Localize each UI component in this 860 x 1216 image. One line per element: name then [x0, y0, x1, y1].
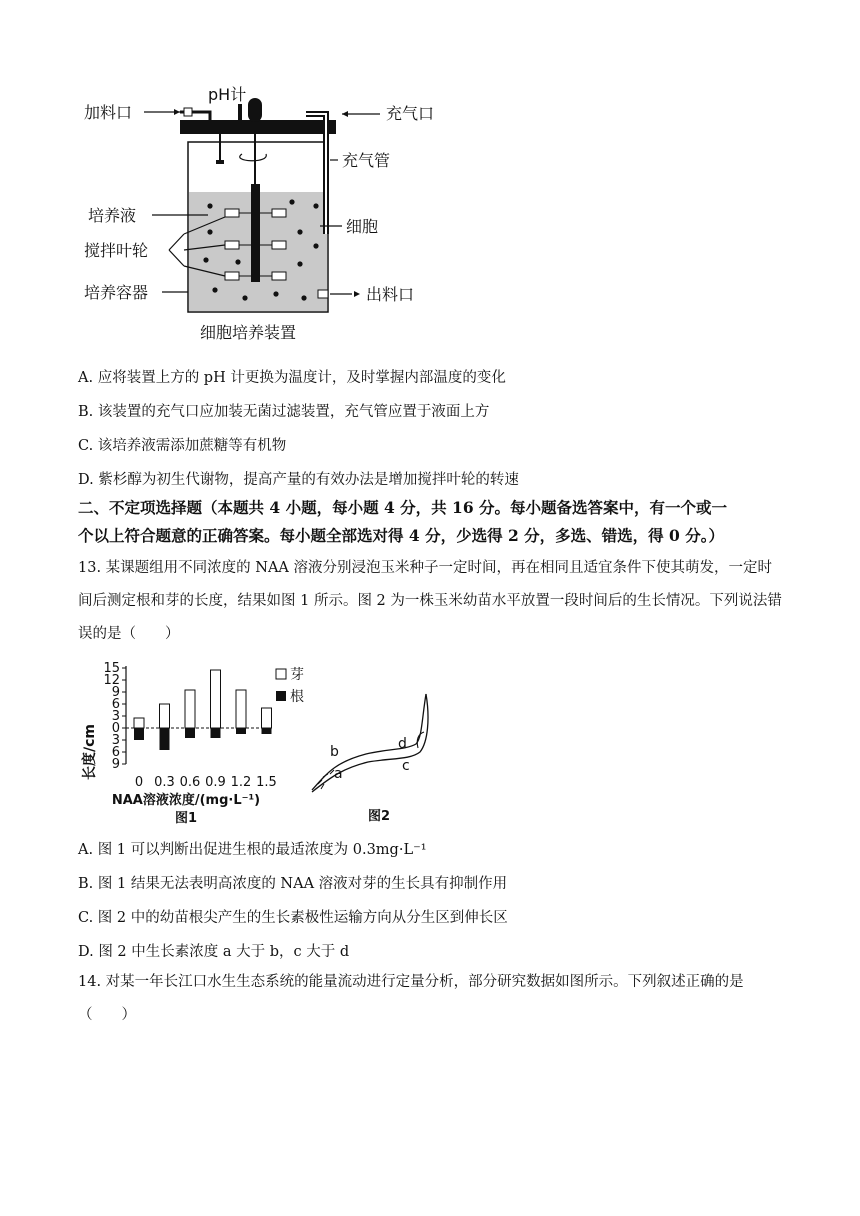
- x-tick-label: 0.6: [179, 775, 201, 790]
- seedling-outline-top: [312, 694, 426, 790]
- x-tick-label: 1.2: [230, 775, 252, 790]
- x-axis-label: NAA溶液浓度/(mg·L⁻¹): [111, 793, 261, 808]
- motor: [248, 98, 262, 122]
- y-tick-label: 6: [111, 745, 120, 760]
- label-c: c: [402, 758, 410, 774]
- q13-option-a: A. 图 1 可以判断出促进生根的最适浓度为 0.3mg·L⁻¹: [78, 842, 427, 858]
- bar-shoot: [262, 708, 272, 728]
- legend-label-shoot: 芽: [290, 667, 304, 683]
- culture-medium-label: 培养液: [88, 206, 137, 225]
- x-tick-label: 0.9: [205, 775, 226, 790]
- y-tick-label: 15: [103, 661, 120, 676]
- bar-root: [185, 728, 195, 738]
- y-tick-label: 3: [111, 733, 120, 748]
- label-d: d: [398, 736, 407, 752]
- bar-shoot: [134, 718, 144, 728]
- feed-port-label: 加料口: [84, 103, 133, 122]
- legend-swatch-shoot: [276, 669, 286, 679]
- figure2-caption: 图2: [368, 809, 391, 824]
- impeller-shaft: [251, 184, 260, 282]
- bar-shoot: [160, 704, 170, 728]
- air-tube-label: 充气管: [342, 151, 391, 170]
- bar-root: [160, 728, 170, 750]
- q12-option-d: D. 紫杉醇为初生代谢物，提高产量的有效办法是增加搅拌叶轮的转速: [78, 472, 519, 488]
- ph-meter-label: pH计: [208, 85, 247, 104]
- y-tick-label: 6: [111, 697, 120, 712]
- q12-option-a: A. 应将装置上方的 pH 计更换为温度计，及时掌握内部温度的变化: [78, 370, 506, 386]
- y-tick-label: 9: [111, 685, 120, 700]
- bar-root: [134, 728, 144, 740]
- air-inlet-label: 充气口: [386, 104, 435, 123]
- bar-root: [262, 728, 272, 734]
- y-tick-label: 0: [111, 721, 120, 736]
- legend-label-root: 根: [290, 689, 304, 705]
- naa-bar-chart: [78, 654, 310, 826]
- apparatus-caption: 细胞培养装置: [200, 323, 297, 342]
- y-tick-label: 3: [111, 709, 120, 724]
- y-tick-label: 9: [111, 757, 120, 772]
- q13-option-c: C. 图 2 中的幼苗根尖产生的生长素极性运输方向从分生区到伸长区: [78, 910, 508, 926]
- impeller-label: 搅拌叶轮: [84, 241, 149, 260]
- x-tick-label: 1.5: [256, 775, 277, 790]
- y-tick-label: 12: [103, 673, 120, 688]
- legend-swatch-root: [276, 691, 286, 701]
- q12-option-c: C. 该培养液需添加蔗糖等有机物: [78, 438, 287, 454]
- outlet-label: 出料口: [366, 285, 415, 304]
- bar-root: [236, 728, 246, 734]
- section2-heading-line2: 个以上符合题意的正确答案。每小题全部选对得 4 分，少选得 2 分，多选、错选，得 0 分。）: [78, 526, 724, 545]
- q13-option-d: D. 图 2 中生长素浓度 a 大于 b，c 大于 d: [78, 944, 350, 960]
- seedling-figure: [306, 688, 436, 828]
- cell-label: 细胞: [346, 217, 379, 236]
- cell-culture-apparatus-figure: [80, 84, 470, 346]
- bar-root: [211, 728, 221, 738]
- container-lid: [180, 120, 336, 134]
- x-tick-label: 0: [134, 775, 144, 790]
- bar-shoot: [211, 670, 221, 728]
- q14-stem: 14. 对某一年长江口水生生态系统的能量流动进行定量分析，部分研究数据如图所示。下列叙述正确的是（ ）: [78, 974, 744, 1023]
- seedling-outline-bottom: [312, 694, 428, 792]
- label-a: a: [334, 766, 343, 782]
- y-axis-label: 长度/cm: [82, 724, 98, 780]
- q13-stem: 13. 某课题组用不同浓度的 NAA 溶液分别浸泡玉米种子一定时间，再在相同且适宜条件下使其萌发，一定时间后测定根和芽的长度，结果如图 1 所示。图 2 为一株玉米幼苗水平放置一段时间后的生长情况。下列说法错误的是（ ）: [78, 560, 782, 642]
- bar-shoot: [185, 690, 195, 728]
- q12-option-b: B. 该装置的充气口应加装无菌过滤装置，充气管应置于液面上方: [78, 404, 490, 420]
- q13-option-b: B. 图 1 结果无法表明高浓度的 NAA 溶液对芽的生长具有抑制作用: [78, 876, 508, 892]
- label-b: b: [330, 744, 339, 760]
- x-tick-label: 0.3: [154, 775, 175, 790]
- bar-shoot: [236, 690, 246, 728]
- figure1-caption: 图1: [174, 811, 198, 826]
- container-label: 培养容器: [84, 283, 149, 302]
- section2-heading-line1: 二、不定项选择题（本题共 4 小题，每小题 4 分，共 16 分。每小题备选答案中，有一个或一: [78, 498, 728, 517]
